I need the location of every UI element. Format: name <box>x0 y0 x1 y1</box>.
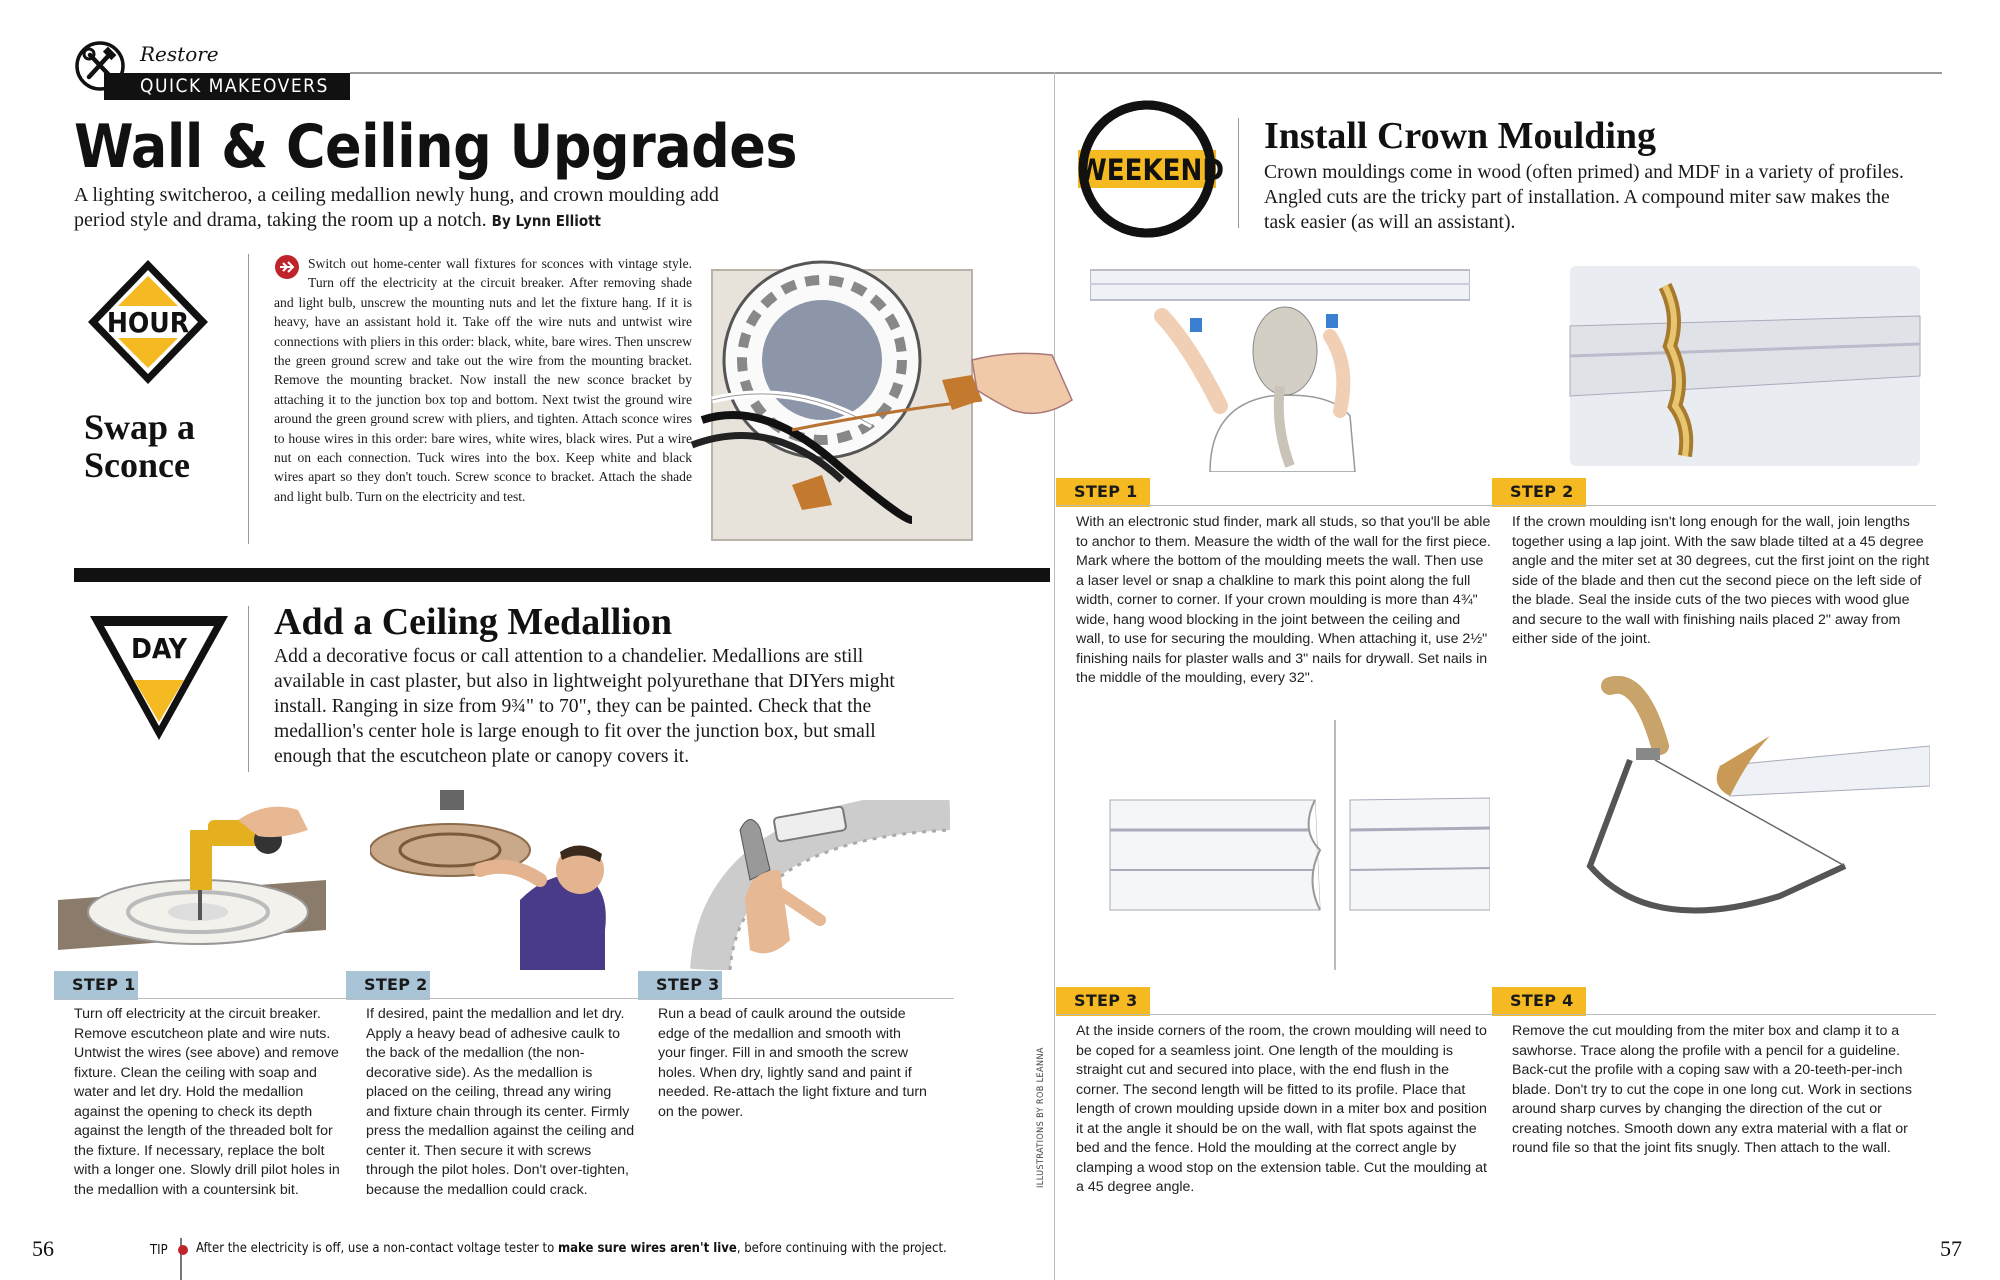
page-number-left: 56 <box>32 1236 54 1261</box>
tip-label: TIP <box>150 1243 168 1258</box>
day-badge <box>88 612 230 742</box>
tip-text-c: , before continuing with the project. <box>736 1241 947 1256</box>
page-number-right: 57 <box>1940 1236 1962 1261</box>
crown-rule-1 <box>1056 505 1936 506</box>
crown-step-1-text: With an electronic stud finder, mark all studs, so that you'll be able to anchor to them. Measure the width of the wall for the first piece. Mark where the bottom of the moulding meets the wall. Then use a laser level or snap a chalkline to mark this point along the full width, corner to corner. If your crown moulding is more than 4¾" wide, hang wood blocking in the joint between the ceiling and wall, to use for securing the moulding. When attaching it, use 2½" finishing nails for plaster walls and 3" nails for drywall. Set nails in the middle of the moulding, every 32". <box>1076 514 1491 686</box>
weekend-badge-label: WEEKEND <box>1078 153 1224 187</box>
sconce-heading: Swap a Sconce <box>84 407 196 485</box>
coped-joint-illustration <box>1090 720 1490 970</box>
weekend-badge <box>1078 100 1224 238</box>
junction-box-illustration <box>672 250 1092 550</box>
coping-saw-illustration <box>1560 676 1930 966</box>
medallion-divider <box>248 606 249 772</box>
stud-finder-illustration <box>1090 266 1470 472</box>
tip-text-a: After the electricity is off, use a non-contact voltage tester to <box>196 1241 558 1256</box>
deck <box>74 183 754 234</box>
crown-rule-2 <box>1056 1014 1936 1015</box>
crown-step-3-text: At the inside corners of the room, the crown moulding will need to be coped for a seamless joint. One length of the moulding is straight cut and secured into place, with the end flush in the corner. The second length will be fitted to its profile. Place that length of crown moulding upside down in a miter box and position it at the angle it should be on the wall, with flat spots against the bed and the fence. Hold the moulding at the correct angle by clamping a wood stop on the extension table. Cut the moulding at a 45 degree angle. <box>1076 1023 1487 1195</box>
crown-divider <box>1238 118 1239 228</box>
header-rule <box>350 72 1942 74</box>
section-label: QUICK MAKEOVERS <box>104 73 350 100</box>
sconce-divider <box>248 254 249 544</box>
medallion-step-2-tag: STEP 2 <box>346 971 430 1000</box>
lap-joint-illustration <box>1560 256 1930 472</box>
crown-step-4-tag: STEP 4 <box>1492 987 1586 1016</box>
day-badge-label: DAY <box>131 632 187 665</box>
medallion-step-3-tag: STEP 3 <box>638 971 722 1000</box>
place-medallion-illustration <box>370 790 620 970</box>
steps-rule <box>54 998 954 999</box>
medallion-step-2-text: If desired, paint the medallion and let dry. Apply a heavy bead of adhesive caulk to the back of the medallion (the non-decorative side). As the medallion is placed on the ceiling, thread any wiring and fixture chain through its center. Firmly press the medallion against the ceiling and center it. Then secure it with screws through the pilot holes. Don't over-tighten, because the medallion could crack. <box>366 1006 635 1198</box>
hour-badge <box>84 256 212 388</box>
crown-deck: Crown mouldings come in wood (often primed) and MDF in a variety of profiles. Angled cuts are the tricky part of installation. A compound miter saw makes the task easier (as will an assistant). <box>1264 162 1904 233</box>
medallion-heading: Add a Ceiling Medallion <box>274 601 672 643</box>
tip-dot <box>178 1245 188 1255</box>
medallion-step-1-tag: STEP 1 <box>54 971 138 1000</box>
crown-step-4-text: Remove the cut moulding from the miter box and clamp it to a sawhorse. Trace along the profile with a pencil for a guideline. Back-cut the profile with a coping saw with a 20-teeth-per-inch blade. Don't try to cut the cope in one long cut. Work in sections around sharp curves by changing the direction of the cut or creating notches. Smooth down any extra material with a flat or round file so that the joint fits snugly. Then attach to the wall. <box>1512 1023 1912 1156</box>
caulk-medallion-illustration <box>680 800 950 970</box>
drill-medallion-illustration <box>58 800 326 968</box>
crown-heading: Install Crown Moulding <box>1264 115 1657 157</box>
medallion-body: Add a decorative focus or call attention to a chandelier. Medallions are still available in cast plaster, but also in lightweight polyurethane that DIYers might install. Ranging in size from 9¾" to 70", they can be painted. Check that the medallion's center hole is large enough to fit over the junction box, but small enough that the escutcheon plate or canopy covers it. <box>274 646 895 767</box>
tip-text-b: make sure wires aren't live <box>557 1241 737 1256</box>
crown-step-2-text: If the crown moulding isn't long enough for the wall, join lengths together using a lap joint. With the saw blade tilted at a 45 degree angle and the miter set at 30 degrees, cut the first joint on the right side of the blade and then cut the second piece on the left side of the blade. Seal the inside cuts of the two pieces with wood glue and secure to the wall with finishing nails placed 2" away from either side of the joint. <box>1512 514 1930 647</box>
deck-text: A lighting switcheroo, a ceiling medallion newly hung, and crown moulding add period style and drama, taking the room up a notch. <box>74 184 719 231</box>
medallion-step-3-text: Run a bead of caulk around the outside edge of the medallion and smooth with your finger. Fill in and smooth the screw holes. When dry, lightly sand and paint if needed. Re-attach the light fixture and turn on the power. <box>658 1006 927 1120</box>
section-divider <box>74 568 1050 582</box>
illustration-credit: ILLUSTRATIONS BY ROB LEANNA <box>1036 1047 1046 1188</box>
hour-badge-label: HOUR <box>106 306 190 339</box>
byline: By Lynn Elliott <box>491 212 602 230</box>
tip-text <box>196 1241 947 1256</box>
medallion-step-1-text: Turn off electricity at the circuit breaker. Remove escutcheon plate and wire nuts. Untwist the wires (see above) and remove fixture. Clean the ceiling with soap and water and let dry. Hold the medallion against the opening to check its depth against the length of the threaded bolt for the fixture. If necessary, replace the bolt with a longer one. Slowly drill pilot holes in the medallion with a countersink bit. <box>74 1006 340 1198</box>
section-script: Restore <box>140 42 219 66</box>
sconce-body <box>274 254 692 506</box>
crown-step-3-tag: STEP 3 <box>1056 987 1150 1016</box>
sconce-body-text: Switch out home-center wall fixtures for sconces with vintage style. Turn off the electricity at the circuit breaker. After removing shade and light bulb, unscrew the mounting nuts and let the fixture hang. If it is heavy, have an assistant hold it. Take off the wire nuts and untwist wire connections with pliers in this order: black, white, bare wires. Then unscrew the green ground screw and take out the wire from the mounting bracket. Remove the mounting bracket. Now install the new sconce bracket by attaching it to the junction box top and bottom. Next twist the ground wire around the green ground screw with pliers, and tighten. Attach sconce wires to house wires in this order: bare wires, white wires, black wires. Put a wire nut on each connection. Tuck wires into the box. Keep white and black wires apart so they don't touch. Screw sconce to bracket. Attach the shade and light bulb. Turn on the electricity and test. <box>274 256 692 504</box>
arrow-icon <box>274 254 300 280</box>
crown-step-1-tag: STEP 1 <box>1056 478 1150 507</box>
crown-step-2-tag: STEP 2 <box>1492 478 1586 507</box>
page-title: Wall & Ceiling Upgrades <box>74 112 798 182</box>
